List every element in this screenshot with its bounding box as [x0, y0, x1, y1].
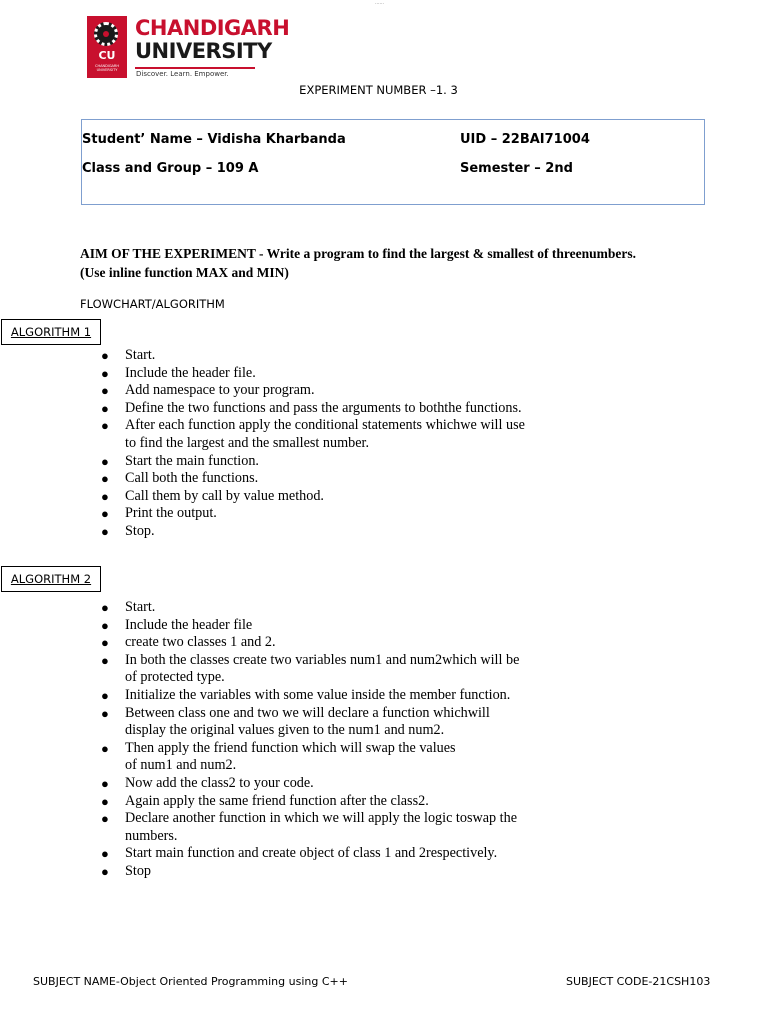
logo-badge-subtext: CHANDIGARH UNIVERSITY: [95, 64, 119, 72]
list-item: ● Call them by call by value method.: [101, 487, 324, 504]
bullet-icon: ●: [101, 600, 109, 615]
student-info-box: [81, 119, 705, 205]
list-item: ● Stop.: [101, 522, 155, 539]
list-item: ● create two classes 1 and 2.: [101, 634, 276, 651]
bullet-icon: ●: [101, 705, 109, 721]
bullet-icon: ●: [101, 383, 109, 399]
bullet-icon: ●: [101, 523, 109, 539]
list-item-continuation: numbers.: [125, 827, 178, 844]
bullet-icon: ●: [101, 687, 109, 703]
logo-badge-text: CU: [98, 49, 116, 62]
list-item-continuation: of num1 and num2.: [125, 757, 237, 774]
student-name: Student’ Name – Vidisha Kharbanda: [82, 132, 346, 147]
bullet-icon: ●: [101, 348, 109, 363]
bullet-icon: ●: [101, 471, 109, 487]
bullet-icon: ●: [101, 652, 109, 668]
aim-line2: (Use inline function MAX and MIN): [80, 265, 289, 280]
list-item: ● Then apply the friend function which will swap the values: [101, 739, 456, 756]
bullet-icon: ●: [101, 811, 109, 827]
logo-badge: [87, 16, 127, 78]
bullet-icon: ●: [101, 488, 109, 504]
list-item: ● Include the header file: [101, 616, 253, 633]
list-item: ● Start.: [101, 599, 156, 615]
semester: Semester – 2nd: [460, 161, 573, 176]
logo-name-line1: CHANDIGARH: [135, 16, 290, 40]
bullet-icon: ●: [101, 846, 109, 862]
algorithm2-title: ALGORITHM 2: [10, 572, 92, 586]
bullet-icon: ●: [101, 863, 109, 879]
algorithm2-steps: [0, 599, 645, 881]
list-item: ● Call both the functions.: [101, 470, 259, 487]
list-item: ● Print the output.: [101, 505, 217, 522]
algorithm1-steps: [0, 347, 645, 541]
experiment-title: EXPERIMENT NUMBER –1. 3: [299, 83, 458, 97]
class-group: Class and Group – 109 A: [82, 161, 259, 176]
top-mark: ......: [375, 0, 384, 6]
university-logo: [87, 16, 290, 80]
aim-section: [80, 244, 750, 282]
flowchart-heading: FLOWCHART/ALGORITHM: [80, 297, 225, 311]
bullet-icon: ●: [101, 740, 109, 756]
list-item: ● Now add the class2 to your code.: [101, 774, 314, 791]
list-item: ● Again apply the same friend function after the class2.: [101, 792, 429, 809]
list-item: ● Declare another function in which we will apply the logic toswap the: [101, 810, 518, 827]
bullet-icon: ●: [101, 617, 109, 633]
list-item: ● Start.: [101, 347, 156, 363]
bullet-icon: ●: [101, 635, 109, 651]
list-item: ● After each function apply the conditional statements whichwe will use: [101, 417, 525, 434]
list-item: ● Between class one and two we will declare a function whichwill: [101, 704, 490, 721]
logo-divider: [135, 67, 255, 69]
list-item: ● Stop: [101, 862, 152, 879]
algorithm1-title-box: [1, 319, 101, 345]
logo-name-line2: UNIVERSITY: [135, 39, 272, 63]
list-item: ● Include the header file.: [101, 364, 256, 381]
gear-icon: [94, 22, 118, 46]
list-item: ● Start the main function.: [101, 452, 259, 469]
bullet-icon: ●: [101, 775, 109, 791]
aim-text: Write a program to find the largest & smallest of threenumbers.: [266, 246, 636, 261]
aim-label: AIM OF THE EXPERIMENT -: [80, 246, 267, 261]
bullet-icon: ●: [101, 506, 109, 522]
logo-tagline: Discover. Learn. Empower.: [136, 70, 229, 78]
bullet-icon: ●: [101, 453, 109, 469]
student-uid: UID – 22BAI71004: [460, 132, 590, 147]
list-item-continuation: display the original values given to the num1 and num2.: [125, 722, 445, 739]
bullet-icon: ●: [101, 365, 109, 381]
list-item: ● Add namespace to your program.: [101, 382, 315, 399]
list-item-continuation: to find the largest and the smallest number.: [125, 434, 370, 451]
bullet-icon: ●: [101, 400, 109, 416]
footer-subject-code: SUBJECT CODE-21CSH103: [566, 975, 711, 988]
footer-subject-name: SUBJECT NAME-Object Oriented Programming using C++: [33, 975, 348, 988]
list-item: ● Start main function and create object of class 1 and 2respectively.: [101, 845, 498, 862]
list-item: ● In both the classes create two variables num1 and num2which will be: [101, 651, 520, 668]
list-item: ● Define the two functions and pass the arguments to boththe functions.: [101, 399, 522, 416]
list-item-continuation: of protected type.: [125, 669, 225, 686]
bullet-icon: ●: [101, 418, 109, 434]
bullet-icon: ●: [101, 793, 109, 809]
algorithm2-title-box: [1, 566, 101, 592]
list-item: ● Initialize the variables with some value inside the member function.: [101, 686, 511, 703]
algorithm1-title: ALGORITHM 1: [10, 325, 92, 339]
